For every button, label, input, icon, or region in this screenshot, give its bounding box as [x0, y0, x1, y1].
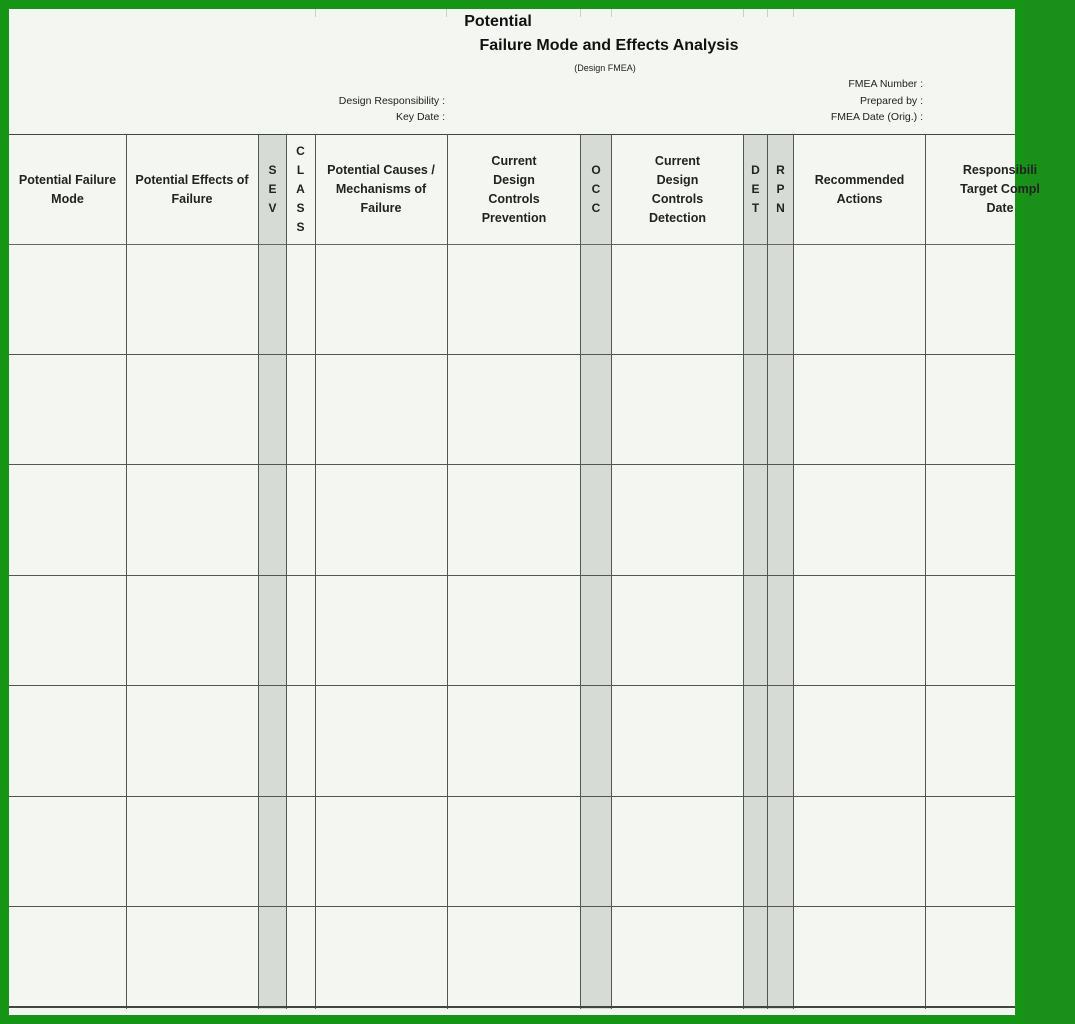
col-header-rpn: R P N [768, 135, 793, 244]
title-potential-text: Potential [464, 13, 532, 30]
fmea-date-label: FMEA Date (Orig.) : [830, 111, 923, 123]
prepared-by-label: Prepared by : [859, 95, 923, 107]
column-divider [767, 134, 768, 1009]
rpn-column-shade [768, 134, 793, 1009]
table-header-row [9, 134, 1040, 245]
col-header-sev: S E V [259, 135, 286, 244]
column-divider [793, 134, 794, 1009]
column-divider [258, 134, 259, 1009]
column-divider [925, 134, 926, 1009]
table-bottom-border [9, 1006, 1015, 1008]
col-header-det: D E T [744, 135, 767, 244]
table-row [9, 796, 1015, 797]
column-divider [580, 134, 581, 1009]
occ-column-shade [581, 134, 611, 1009]
col-header-responsibility: Responsibili Target Compl Date [960, 163, 1040, 215]
table-row [9, 354, 1015, 355]
title-potential [9, 13, 1015, 31]
subtitle-design-fmea: (Design FMEA) [574, 63, 636, 73]
table-row [9, 906, 1015, 907]
sev-column-shade [259, 134, 286, 1009]
col-header-class: C L A S S [296, 144, 305, 234]
col-header-occ: O C C [581, 135, 611, 244]
fmea-number-label: FMEA Number : [848, 78, 923, 90]
column-divider [315, 134, 316, 1009]
col-header-failure-mode: Potential Failure Mode [18, 172, 117, 206]
design-responsibility-label: Design Responsibility : [338, 95, 445, 107]
col-header-prevention: Current Design Controls Prevention [481, 153, 547, 225]
det-column-shade [744, 134, 767, 1009]
table-row [9, 464, 1015, 465]
column-divider [286, 134, 287, 1009]
col-header-detection: Current Design Controls Detection [649, 153, 706, 225]
fmea-sheet [9, 9, 1040, 1015]
title-fmea: Failure Mode and Effects Analysis [479, 37, 739, 54]
column-divider [743, 134, 744, 1009]
col-header-causes: Potential Causes / Mechanisms of Failure [327, 163, 435, 215]
col-header-recommended-actions: Recommended Actions [814, 172, 905, 206]
col-header-effects: Potential Effects of Failure [135, 172, 249, 206]
column-divider [611, 134, 612, 1009]
table-row [9, 685, 1015, 686]
key-date-label: Key Date : [395, 111, 445, 123]
column-divider [126, 134, 127, 1009]
table-row [9, 575, 1015, 576]
column-divider [447, 134, 448, 1009]
